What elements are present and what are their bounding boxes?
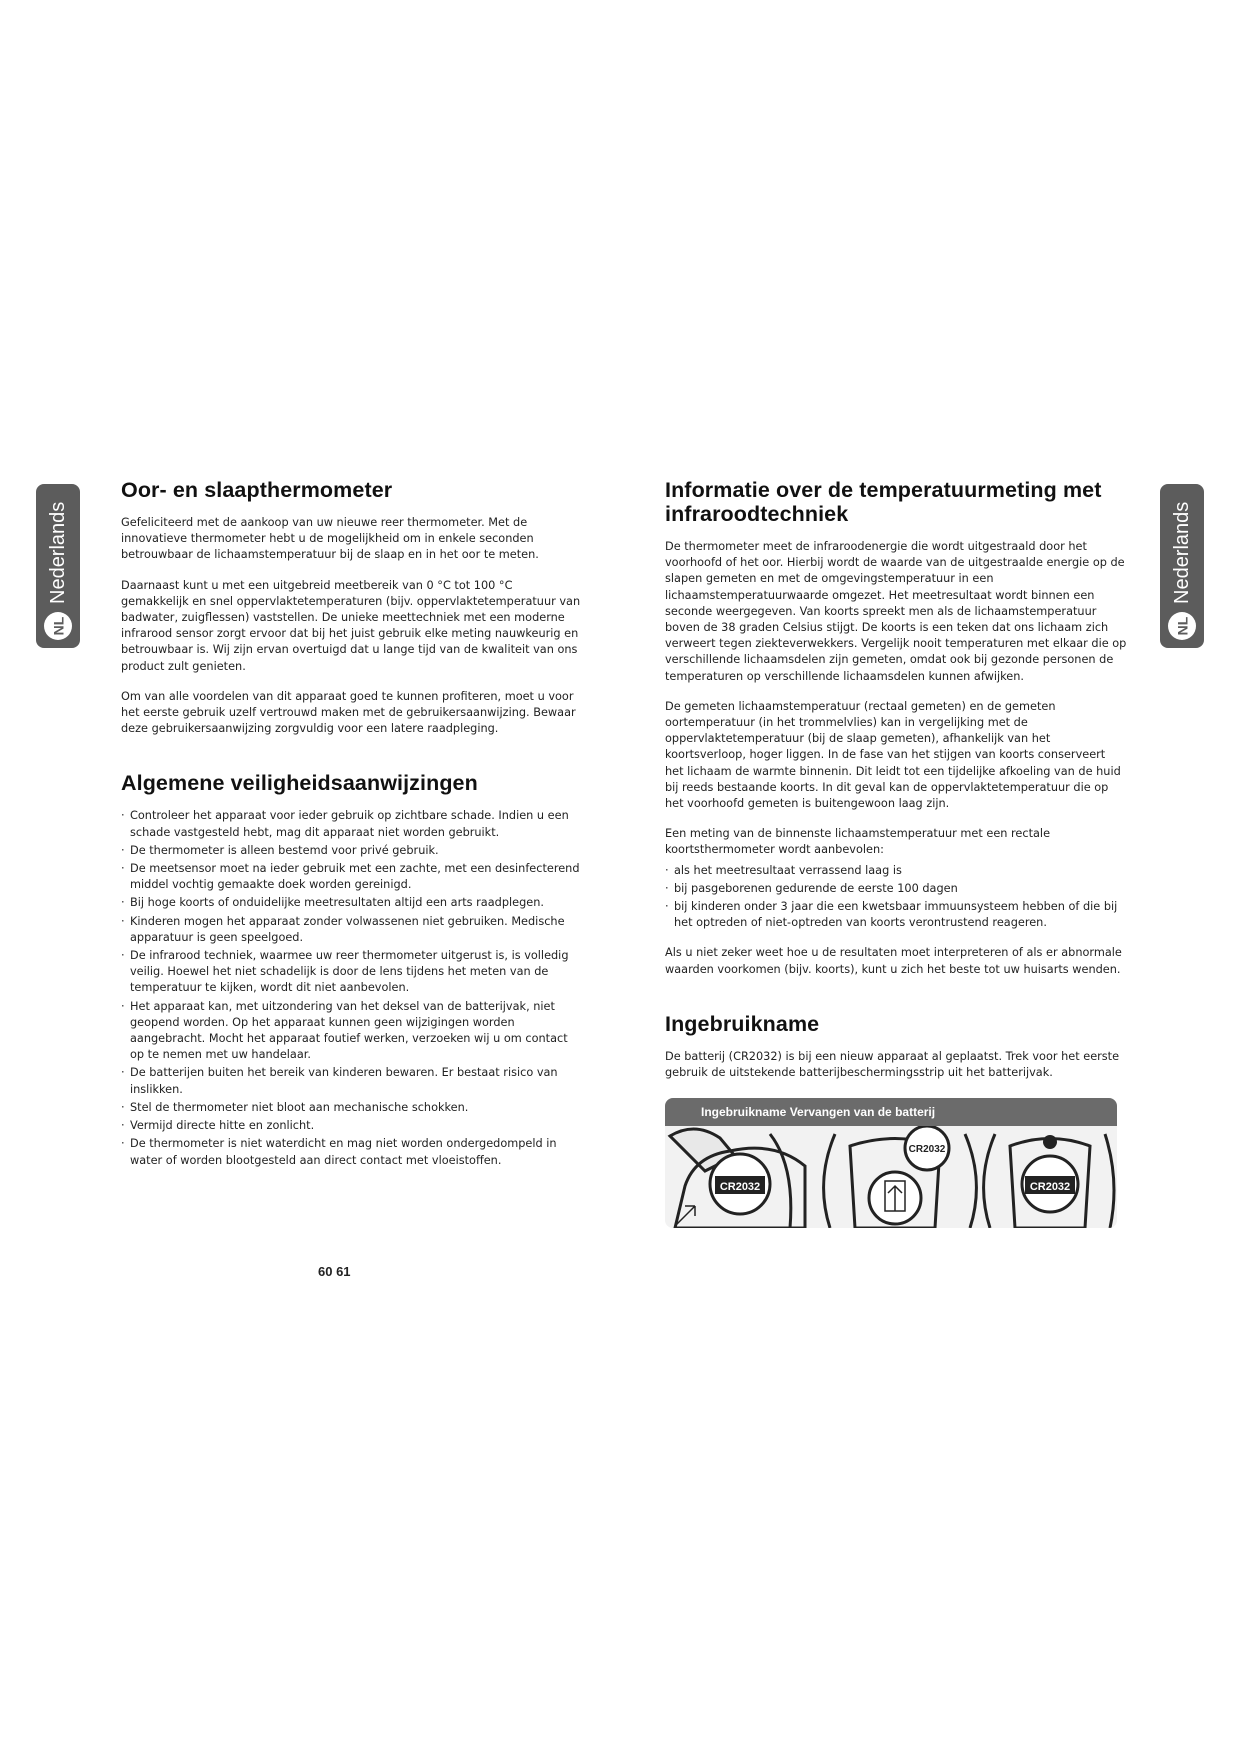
- list-item: · bij kinderen onder 3 jaar die een kwetsbaar immuunsysteem hebben of die bij het optreden of niet-optreden van koorts verontrustend reageren.: [665, 899, 1127, 931]
- figure-illustration: [665, 1126, 1117, 1228]
- paragraph: De batterij (CR2032) is bij een nieuw apparaat al geplaatst. Trek voor het eerste gebruik de uitstekende batterijbeschermingsstrip uit het batterijvak.: [665, 1049, 1120, 1080]
- rectal-measurement-list: [665, 863, 1127, 932]
- language-code-badge: NL: [44, 612, 72, 640]
- svg-text:CR2032: CR2032: [719, 1181, 761, 1193]
- figure-header: Ingebruikname Vervangen van de batterij: [665, 1098, 1117, 1126]
- battery-illustration: [665, 1126, 1117, 1228]
- svg-text:CR2032: CR2032: [1029, 1181, 1071, 1193]
- list-item: · Bij hoge koorts of onduidelijke meetresultaten altijd een arts raadplegen.: [121, 895, 581, 911]
- language-tab-right: [1160, 484, 1204, 648]
- paragraph: De gemeten lichaamstemperatuur (rectaal gemeten) en de gemeten oortemperatuur (in het trommelvlies) kan in vergelijking met de oppervlaktetemperatuur (bij de slaap gemeten), afhankelijk van het koortsverloop, hoger liggen. In de fase van het stijgen van koorts conserveert het lichaam de warmte binnenin. Dit leidt tot een tijdelijke afkoeling van de huid bij reeds bestaande koorts. In dit geval kan de oppervlaktetemperatuur die op het voorhoofd gemeten is buitengewoon laag zijn.: [665, 699, 1121, 811]
- right-page: [665, 478, 1127, 1095]
- svg-text:CR2032: CR2032: [908, 1144, 946, 1155]
- section-title-infrared: Informatie over de temperatuurmeting met infraroodtechniek: [665, 478, 1102, 526]
- language-label: Nederlands: [47, 501, 69, 604]
- section-title-ear-thermometer: Oor- en slaapthermometer: [121, 478, 393, 502]
- list-item: · Het apparaat kan, met uitzondering van het deksel van de batterijvak, niet geopend worden. Op het apparaat kunnen geen wijzigingen worden aangebracht. Mocht het apparaat foutief werken, verzoeken wij u om contact op te nemen met uw handelaar.: [121, 999, 581, 1064]
- paragraph: Daarnaast kunt u met een uitgebreid meetbereik van 0 °C tot 100 °C gemakkelijk en snel oppervlaktetemperaturen (bijv. oppervlaktetemperatuur van badwater, zuigflessen) vaststellen. De unieke meettechniek met een moderne infrarood sensor zorgt ervoor dat bij het juist gebruik elke meting nauwkeurig en betrouwbaar is. Wij zijn ervan overtuigd dat u lange tijd van de kwaliteit van ons product zult genieten.: [121, 578, 581, 673]
- battery-replacement-figure: [665, 1098, 1117, 1228]
- list-item: · Stel de thermometer niet bloot aan mechanische schokken.: [121, 1100, 581, 1116]
- list-item: · Vermijd directe hitte en zonlicht.: [121, 1118, 581, 1134]
- page-numbers: 60 61: [318, 1264, 351, 1279]
- paragraph: Gefeliciteerd met de aankoop van uw nieuwe reer thermometer. Met de innovatieve thermometer hebt u de mogelijkheid om in enkele seconden betrouwbaar de lichaamstemperatuur bij de slaap en in het oor te meten.: [121, 516, 539, 562]
- section-title-safety: Algemene veiligheidsaanwijzingen: [121, 771, 478, 796]
- list-item: · Controleer het apparaat voor ieder gebruik op zichtbare schade. Indien u een schade vastgesteld hebt, mag dit apparaat niet worden gebruikt.: [121, 808, 581, 840]
- list-item: · bij pasgeborenen gedurende de eerste 100 dagen: [665, 881, 1127, 897]
- paragraph: Als u niet zeker weet hoe u de resultaten moet interpreteren of als er abnormale waarden voorkomen (bijv. koorts), kunt u zich het beste tot uw huisarts wenden.: [665, 946, 1122, 976]
- list-item: · De batterijen buiten het bereik van kinderen bewaren. Er bestaat risico van inslikken.: [121, 1065, 581, 1097]
- language-code-badge: NL: [1168, 612, 1196, 640]
- language-tab-left: [36, 484, 80, 648]
- list-item: · De meetsensor moet na ieder gebruik met een zachte, met een desinfecterend middel vochtig gemaakte doek worden gereinigd.: [121, 861, 581, 893]
- list-item: · als het meetresultaat verrassend laag is: [665, 863, 1127, 879]
- paragraph: Een meting van de binnenste lichaamstemperatuur met een rectale koortsthermometer wordt aanbevolen:: [665, 827, 1051, 857]
- language-label: Nederlands: [1171, 501, 1193, 604]
- safety-list: [121, 808, 581, 1168]
- list-item: · De infrarood techniek, waarmee uw reer thermometer uitgerust is, is volledig veilig. Hoewel het niet schadelijk is door de lens tijdens het meten van de temperatuur te kijken, wordt dit niet aanbevolen.: [121, 948, 581, 997]
- paragraph: De thermometer meet de infraroodenergie die wordt uitgestraald door het voorhoofd of het oor. Hierbij wordt de waarde van de uitgestraalde energie op de slapen gemeten en met de omgevingstemperatuur in een lichaamstemperatuurwaarde omgezet. Het meetresultaat wordt binnen een seconde weergegeven. Van koorts spreekt men als de lichaamstemperatuur boven de 38 graden Celsius stijgt. De koorts is een teken dat ons lichaam zich verweert tegen ziekteverwekkers. Vergelijk nooit temperaturen met elkaar die op verschillende lichaamsdelen zijn gemeten, omdat ook bij gezonde personen de temperaturen op verschillende lichaamsdelen kunnen afwijken.: [665, 540, 1127, 683]
- list-item: · De thermometer is niet waterdicht en mag niet worden ondergedompeld in water of worden blootgesteld aan direct contact met vloeistoffen.: [121, 1136, 581, 1168]
- list-item: · De thermometer is alleen bestemd voor privé gebruik.: [121, 843, 581, 859]
- list-item: · Kinderen mogen het apparaat zonder volwassenen niet gebruiken. Medische apparatuur is geen speelgoed.: [121, 914, 581, 946]
- left-page: [121, 478, 581, 1183]
- section-title-getting-started: Ingebruikname: [665, 1011, 820, 1036]
- paragraph: Om van alle voordelen van dit apparaat goed te kunnen profiteren, moet u voor het eerste gebruik uzelf vertrouwd maken met de gebruikersaanwijzing. Bewaar deze gebruikersaanwijzing zorgvuldig voor een latere raadpleging.: [121, 689, 576, 736]
